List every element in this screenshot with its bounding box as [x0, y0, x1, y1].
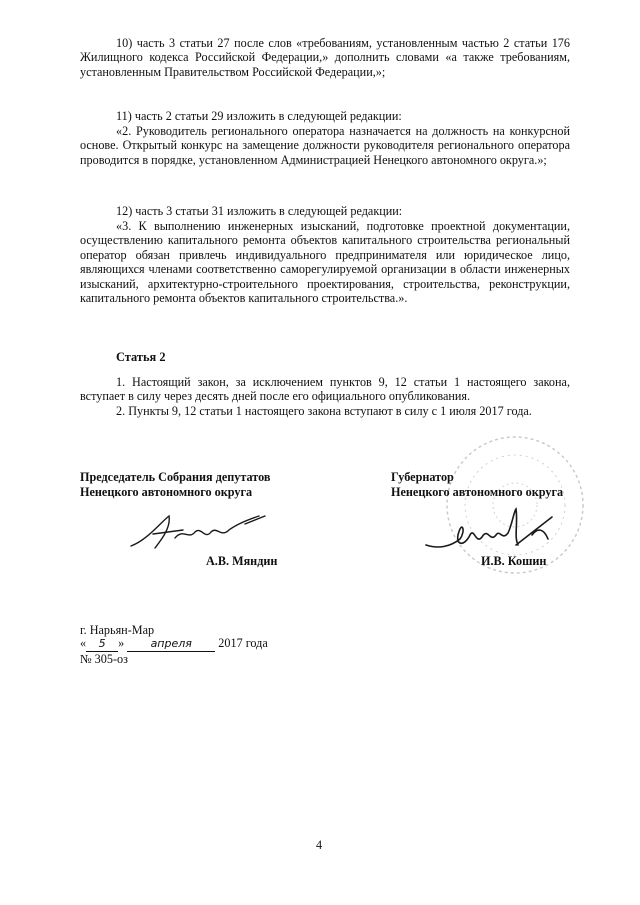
date-year: 2017 года	[218, 636, 268, 650]
right-handwritten-signature	[420, 505, 570, 560]
date-day: 5	[86, 637, 118, 652]
left-signatory-title-line-1: Председатель Собрания депутатов	[80, 470, 271, 484]
paragraph-11-intro: 11) часть 2 статьи 29 изложить в следующей редакции:	[116, 109, 402, 123]
date-month: апреля	[127, 637, 215, 652]
article-2-item-2: 2. Пункты 9, 12 статьи 1 настоящего закона вступают в силу с 1 июля 2017 года.	[116, 404, 532, 418]
date-close-quote: »	[118, 636, 125, 650]
date-open-quote: «	[80, 636, 87, 650]
right-signatory-title-line-1: Губернатор	[391, 470, 454, 484]
right-signatory-title-line-2: Ненецкого автономного округа	[391, 485, 564, 499]
paragraph-10: 10) часть 3 статьи 27 после слов «требованиям, установленным частью 2 статьи 176 Жилищного кодекса Российской Федерации,» дополнить словами «а также требованиям, установленным Правительством Российской Федерации,»;	[80, 36, 570, 79]
right-signatory-name: И.В. Кошин	[481, 554, 547, 568]
left-signatory-title	[80, 470, 271, 500]
left-signatory-title-line-2: Ненецкого автономного округа	[80, 485, 253, 499]
article-2-item-1: 1. Настоящий закон, за исключением пунктов 9, 12 статьи 1 настоящего закона, вступает в силу через десять дней после его официального опубликования.	[80, 375, 570, 404]
right-signatory-title	[391, 470, 563, 500]
page-number: 4	[316, 838, 323, 852]
law-number: № 305-оз	[80, 652, 128, 666]
paragraph-12-text: «3. К выполнению инженерных изысканий, подготовке проектной документации, осуществлению капитального ремонта объектов капитального строительства региональный оператор обязан привлечь индивидуального предпринимателя или юридическое лицо, являющихся членами соответственно саморегулируемой организации в области инженерных изысканий, архитектурно-строительного проектирования, строительства, реконструкции, капитального ремонта объектов капитального строительства.».	[80, 219, 570, 306]
paragraph-12-intro: 12) часть 3 статьи 31 изложить в следующей редакции:	[116, 204, 403, 218]
paragraph-11-text: «2. Руководитель регионального оператора назначается на должность на конкурсной основе. Открытый конкурс на замещение должности руководителя регионального оператора проводится в порядке, установленном Администрацией Ненецкого автономного округа.»;	[80, 124, 570, 167]
signing-date	[80, 636, 268, 652]
article-2-heading: Статья 2	[116, 350, 166, 364]
place-of-signing: г. Нарьян-Мар	[80, 623, 155, 637]
left-handwritten-signature	[125, 510, 275, 555]
left-signatory-name: А.В. Мяндин	[206, 554, 278, 568]
